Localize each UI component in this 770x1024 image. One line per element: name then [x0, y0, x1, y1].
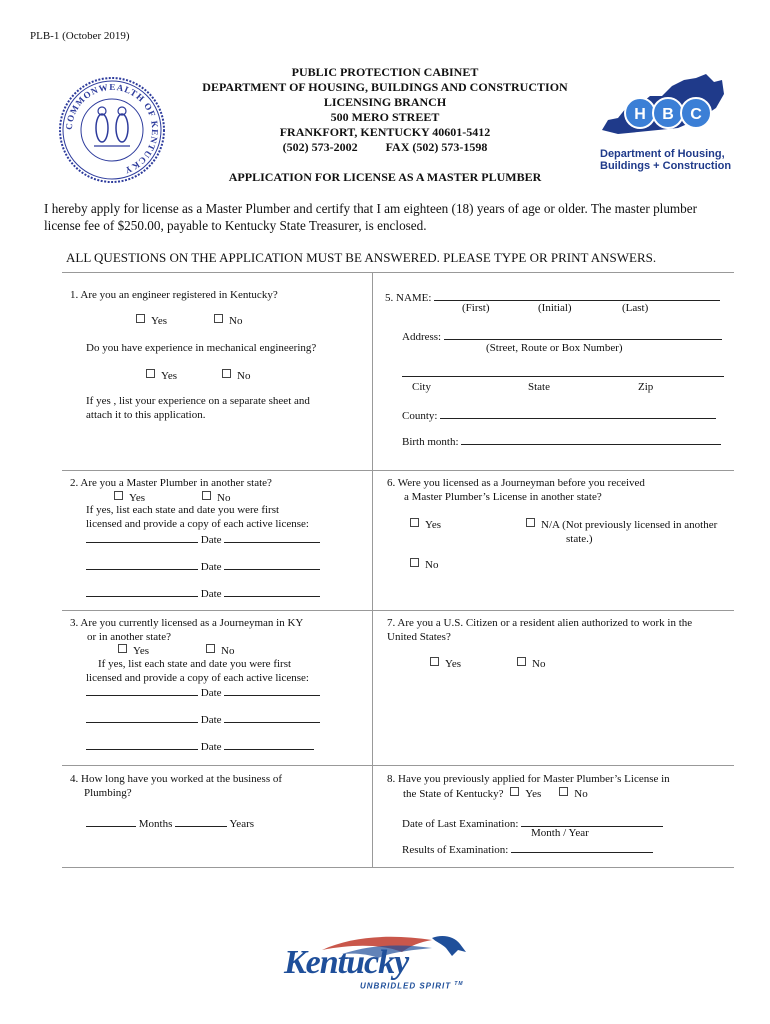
svg-text:COMMONWEALTH OF KENTUCKY [64, 82, 160, 176]
header-line: FRANKFORT, KENTUCKY 40601-5412 [279, 125, 491, 139]
checkbox-icon [136, 314, 145, 323]
question-line: 6. Were you licensed as a Journeyman before you received [387, 477, 645, 489]
checkbox-icon [430, 657, 439, 666]
address-input-line[interactable] [444, 328, 722, 340]
q7-no-option[interactable] [517, 657, 545, 672]
fax-number: FAX (502) 573-1598 [385, 140, 488, 154]
option-label: No [217, 492, 231, 504]
checkbox-icon [146, 369, 155, 378]
birth-month-label: Birth month: [402, 436, 459, 448]
question-line: or in another state? [87, 630, 171, 643]
address-label: Address: [402, 331, 442, 343]
date-label: Date [200, 687, 222, 699]
option-label: No [221, 645, 235, 657]
exam-results-field[interactable] [402, 841, 653, 858]
checkbox-icon [118, 644, 127, 653]
tagline-text: UNBRIDLED SPIRIT [360, 981, 452, 991]
option-label: Yes [445, 658, 462, 670]
question-line: 3. Are you currently licensed as a Journeyman in KY [70, 617, 304, 629]
checkbox-icon [410, 558, 419, 567]
exam-date-input-line[interactable] [521, 815, 663, 827]
instruction-line: licensed and provide a copy of each active license: [86, 517, 309, 530]
kentucky-tagline [360, 981, 464, 991]
q1-sub-no-option[interactable] [222, 369, 250, 384]
question-line: Plumbing? [84, 786, 132, 799]
grid-line [62, 470, 734, 471]
date-input-line[interactable] [224, 711, 320, 723]
question-3 [70, 617, 303, 644]
date-input-line[interactable] [224, 531, 320, 543]
date-label: Date [200, 588, 222, 600]
instruction-line: If yes, list each state and date you were first [98, 658, 292, 670]
q3-no-option[interactable] [206, 644, 234, 659]
form-id: PLB-1 (October 2019) [30, 30, 130, 42]
question-1: 1. Are you an engineer registered in Kentucky? [70, 289, 278, 301]
checkbox-icon [206, 644, 215, 653]
q3-license-row[interactable] [86, 684, 320, 701]
intro-text: I hereby apply for license as a Master Plumber and certify that I am eighteen (18) years of age or older. The master plumber license fee of $250.00, payable to Kentucky State Treasurer, is enclosed. [44, 201, 698, 233]
q7-yes-option[interactable] [430, 657, 461, 672]
state-input-line[interactable] [86, 558, 198, 570]
q1-sub-yes-option[interactable] [146, 369, 177, 384]
exam-results-label: Results of Examination: [402, 844, 509, 856]
question-line: the State of Kentucky? [403, 788, 504, 800]
q1-note [86, 395, 310, 422]
option-label: No [237, 370, 251, 382]
q2-license-row[interactable] [86, 531, 320, 548]
seal-text: COMMONWEALTH OF KENTUCKY [63, 81, 161, 176]
hbc-line2: Buildings + Construction [600, 160, 732, 172]
checkbox-icon [114, 491, 123, 500]
question-6 [387, 477, 645, 504]
question-line: United States? [387, 630, 451, 643]
date-input-line[interactable] [224, 684, 320, 696]
exam-date-hint: Month / Year [531, 827, 589, 839]
name-label: 5. NAME: [385, 292, 432, 304]
county-field[interactable] [402, 407, 716, 424]
kentucky-wordmark: Kentucky [284, 944, 409, 981]
state-seal [58, 76, 166, 184]
q6-yes-option[interactable] [410, 518, 441, 533]
state-input-line[interactable] [86, 684, 198, 696]
q8-answer-row [403, 787, 588, 802]
option-label: Yes [151, 315, 168, 327]
question-4 [70, 773, 282, 800]
instructions-notice: ALL QUESTIONS ON THE APPLICATION MUST BE ANSWERED. PLEASE TYPE OR PRINT ANSWERS. [66, 250, 657, 265]
name-input-line[interactable] [434, 289, 720, 301]
q8-no-option[interactable] [559, 788, 587, 800]
trademark-mark: TM [454, 981, 464, 987]
question-1-sub: Do you have experience in mechanical engineering? [86, 342, 317, 354]
city-state-zip-line[interactable] [402, 376, 724, 377]
years-label: Years [229, 818, 255, 830]
checkbox-icon [526, 518, 535, 527]
hbc-letter: C [690, 106, 702, 123]
city-hint: City [412, 381, 431, 393]
checkbox-icon [517, 657, 526, 666]
hbc-letter: B [662, 106, 674, 123]
checkbox-icon [214, 314, 223, 323]
initial-hint: (Initial) [538, 302, 572, 314]
question-8 [387, 773, 670, 787]
experience-duration-field[interactable] [86, 815, 254, 832]
option-label: Yes [425, 519, 442, 531]
note-line: attach it to this application. [86, 408, 206, 421]
option-label: No [532, 658, 546, 670]
zip-hint: Zip [638, 381, 654, 393]
last-hint: (Last) [622, 302, 649, 314]
option-label: Yes [129, 492, 146, 504]
q3-instructions [86, 658, 352, 685]
date-label: Date [200, 741, 222, 753]
option-label: No [229, 315, 243, 327]
checkbox-icon [410, 518, 419, 527]
q6-no-option[interactable] [410, 558, 438, 573]
hbc-letter: H [634, 106, 646, 123]
first-hint: (First) [462, 302, 490, 314]
option-label: No [425, 559, 439, 571]
q1-no-option[interactable] [214, 314, 242, 329]
state-input-line[interactable] [86, 531, 198, 543]
state-input-line[interactable] [86, 711, 198, 723]
years-input-line[interactable] [175, 815, 227, 827]
question-line: 7. Are you a U.S. Citizen or a resident alien authorized to work in the [387, 617, 693, 629]
column-divider [372, 272, 373, 867]
checkbox-icon [202, 491, 211, 500]
grid-line [62, 610, 734, 611]
q2-license-row[interactable] [86, 585, 320, 602]
form-title: APPLICATION FOR LICENSE AS A MASTER PLUMBER [228, 170, 542, 184]
checkbox-icon [222, 369, 231, 378]
date-input-line[interactable] [224, 585, 320, 597]
hbc-line1: Department of Housing, [600, 148, 725, 160]
date-label: Date [200, 534, 222, 546]
address-hint: (Street, Route or Box Number) [486, 342, 623, 354]
exam-results-input-line[interactable] [511, 841, 653, 853]
q2-license-row[interactable] [86, 558, 320, 575]
header-line: DEPARTMENT OF HOUSING, BUILDINGS AND CONSTRUCTION [202, 80, 568, 94]
county-input-line[interactable] [440, 407, 716, 419]
state-hint: State [528, 381, 550, 393]
state-input-line[interactable] [86, 738, 198, 750]
q1-yes-option[interactable] [136, 314, 167, 329]
date-input-line[interactable] [224, 738, 314, 750]
q8-yes-option[interactable] [510, 788, 541, 800]
checkbox-icon [510, 787, 519, 796]
date-label: Date [200, 714, 222, 726]
months-label: Months [138, 818, 173, 830]
question-line: a Master Plumber’s License in another state? [404, 490, 602, 503]
county-label: County: [402, 410, 438, 422]
birth-month-input-line[interactable] [461, 433, 721, 445]
instruction-line: If yes, list each state and date you were first [86, 504, 280, 516]
agency-header [180, 65, 590, 155]
instruction-line: licensed and provide a copy of each active license: [86, 671, 309, 684]
kentucky-logo [282, 934, 472, 1006]
question-line: 4. How long have you worked at the business of [70, 773, 283, 785]
note-line: If yes , list your experience on a separate sheet and [86, 395, 310, 407]
header-line: 500 MERO STREET [330, 110, 440, 124]
option-label: state.) [566, 532, 593, 545]
checkbox-icon [559, 787, 568, 796]
option-label: Yes [525, 788, 542, 800]
date-label: Date [200, 561, 222, 573]
hbc-logo [598, 68, 738, 178]
grid-line [62, 272, 734, 273]
header-line: PUBLIC PROTECTION CABINET [291, 65, 479, 79]
q6-na-option[interactable] [526, 518, 717, 546]
question-line: 8. Have you previously applied for Master Plumber’s License in [387, 773, 670, 785]
q3-license-row[interactable] [86, 711, 320, 728]
q3-license-row[interactable] [86, 738, 314, 755]
option-label: Yes [133, 645, 150, 657]
exam-date-label: Date of Last Examination: [402, 818, 519, 830]
header-line: LICENSING BRANCH [323, 95, 447, 109]
q3-yes-option[interactable] [118, 644, 149, 659]
question-2: 2. Are you a Master Plumber in another state? [70, 477, 272, 489]
option-label: Yes [161, 370, 178, 382]
months-input-line[interactable] [86, 815, 136, 827]
q2-instructions [86, 504, 309, 531]
option-label: No [574, 788, 588, 800]
option-label: N/A (Not previously licensed in another [541, 519, 718, 531]
grid-line [62, 765, 734, 766]
birth-month-field[interactable] [402, 433, 721, 450]
phone-number: (502) 573-2002 [282, 140, 358, 154]
question-7 [387, 617, 692, 644]
grid-line [62, 867, 734, 868]
date-input-line[interactable] [224, 558, 320, 570]
state-input-line[interactable] [86, 585, 198, 597]
